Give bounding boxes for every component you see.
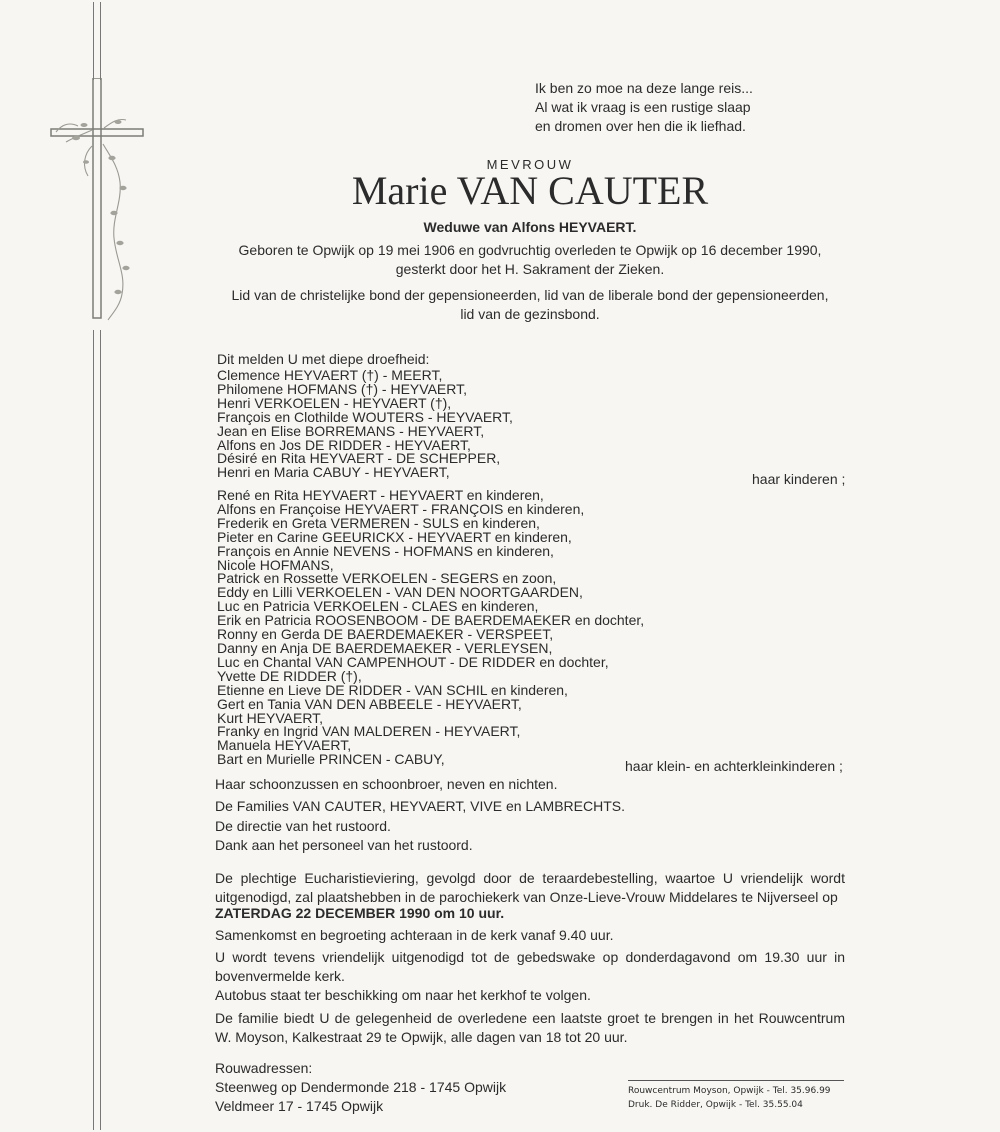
addresses-label: Rouwadressen: (215, 1060, 313, 1076)
list-item: Ronny en Gerda DE BAERDEMAEKER - VERSPEET, (217, 626, 554, 643)
left-border-line-top (93, 2, 101, 80)
list-item: Manuela HEYVAERT, (217, 737, 352, 754)
list-item: Alfons en Jos DE RIDDER - HEYVAERT, (217, 436, 471, 453)
printer-credits (628, 1080, 844, 1112)
widow-of: Weduwe van Alfons HEYVAERT. (423, 219, 637, 235)
list-item: François en Clothilde WOUTERS - HEYVAERT, (217, 408, 513, 425)
list-item: René en Rita HEYVAERT - HEYVAERT en kinderen, (217, 487, 544, 503)
gathering-info: Samenkomst en begroeting achteraan in de kerk vanaf 9.40 uur. (215, 927, 614, 943)
address-line: Veldmeer 17 - 1745 Opwijk (215, 1098, 384, 1114)
title-prefix: MEVROUW (486, 157, 574, 172)
grandchildren-list (217, 489, 644, 767)
membership-line: lid van de gezinsbond. (460, 306, 600, 322)
deceased-name: Marie VAN CAUTER (351, 168, 709, 213)
list-item: Yvette DE RIDDER (†), (217, 667, 362, 684)
mourning-addresses (215, 1059, 506, 1116)
list-item: Franky en Ingrid VAN MALDEREN - HEYVAERT, (217, 723, 521, 740)
list-item: Patrick en Rossette VERKOELEN - SEGERS en zoon, (217, 570, 557, 587)
service-date: ZATERDAG 22 DECEMBER 1990 om 10 uur. (215, 905, 505, 921)
list-item: Erik en Patricia ROOSENBOOM - DE BAERDEMAEKER en dochter, (217, 612, 645, 629)
list-item: Gert en Tania VAN DEN ABBEELE - HEYVAERT, (217, 695, 522, 712)
list-item: Eddy en Lilli VERKOELEN - VAN DEN NOORTGAARDEN, (217, 584, 583, 601)
list-item: Clemence HEYVAERT (†) - MEERT, (217, 367, 443, 383)
list-item: Etienne en Lieve DE RIDDER - VAN SCHIL en kinderen, (217, 681, 568, 698)
membership-line: Lid van de christelijke bond der gepensioneerden, lid van de liberale bond der gepensioneerden, (231, 287, 829, 303)
list-item: Luc en Chantal VAN CAMPENHOUT - DE RIDDER en dochter, (217, 653, 609, 670)
list-item: Alfons en Françoise HEYVAERT - FRANÇOIS en kinderen, (217, 500, 585, 517)
left-border-line-bottom (93, 330, 101, 1130)
list-item: Danny en Anja DE BAERDEMAEKER - VERLEYSEN, (217, 639, 553, 656)
printer-line: Rouwcentrum Moyson, Opwijk - Tel. 35.96.99 (628, 1086, 831, 1096)
rest-home (215, 817, 845, 855)
grandchildren-label: haar klein- en achterkleinkinderen ; (625, 758, 843, 774)
families: De Families VAN CAUTER, HEYVAERT, VIVE en LAMBRECHTS. (215, 798, 625, 814)
children-label: haar kinderen ; (752, 471, 846, 487)
list-item: Philomene HOFMANS (†) - HEYVAERT, (217, 380, 467, 397)
printer-line: Druk. De Ridder, Opwijk - Tel. 35.55.04 (628, 1100, 803, 1110)
children-list (217, 369, 513, 480)
list-item: Nicole HOFMANS, (217, 556, 334, 573)
bus-info: Autobus staat ter beschikking om naar het kerkhof te volgen. (215, 987, 591, 1003)
list-item: Jean en Elise BORREMANS - HEYVAERT, (217, 422, 485, 439)
in-laws: Haar schoonzussen en schoonbroer, neven en nichten. (215, 776, 558, 792)
address-line: Steenweg op Dendermonde 218 - 1745 Opwijk (215, 1079, 507, 1095)
list-item: Pieter en Carine GEEURICKX - HEYVAERT en kinderen, (217, 528, 572, 545)
poem-line: en dromen over hen die ik liefhad. (535, 118, 746, 134)
poem-line: Al wat ik vraag is een rustige slaap (535, 99, 751, 115)
list-item: Luc en Patricia VERKOELEN - CLAES en kinderen, (217, 598, 539, 615)
list-item: Henri VERKOELEN - HEYVAERT (†), (217, 394, 452, 411)
wake-info: U wordt tevens vriendelijk uitgenodigd tot de gebedswake op donderdagavond om 19.30 uur in bovenvermelde kerk. (215, 949, 845, 984)
list-item: Kurt HEYVAERT, (217, 709, 324, 726)
list-item: Désiré en Rita HEYVAERT - DE SCHEPPER, (217, 450, 501, 467)
birth-death-info (0, 241, 1000, 279)
poem-line: Ik ben zo moe na deze lange reis... (535, 80, 753, 96)
rest-home-line: De directie van het rustoord. (215, 818, 391, 834)
memberships (0, 286, 1000, 324)
list-item: Bart en Murielle PRINCEN - CABUY, (217, 751, 445, 768)
viewing-info: De familie biedt U de gelegenheid de overledene een laatste groet te brengen in het Rouwcentrum W. Moyson, Kalkestraat 29 te Opwijk, alle dagen van 18 tot 20 uur. (215, 1010, 845, 1045)
service-text: De plechtige Eucharistieviering, gevolgd door de teraardebestelling, waartoe U vriendelijk wordt uitgenodigd, zal plaatshebben in de parochiekerk van Onze-Lieve-Vrouw Middelares te Nijverseel op (215, 870, 845, 905)
rest-home-line: Dank aan het personeel van het rustoord. (215, 837, 473, 853)
poem (535, 79, 753, 136)
list-item: Frederik en Greta VERMEREN - SULS en kinderen, (217, 514, 540, 531)
list-item: Henri en Maria CABUY - HEYVAERT, (217, 464, 450, 481)
mourners-intro: Dit melden U met diepe droefheid: (217, 351, 430, 367)
list-item: François en Annie NEVENS - HOFMANS en kinderen, (217, 542, 554, 559)
birth-death-line: Geboren te Opwijk op 19 mei 1906 en godvruchtig overleden te Opwijk op 16 december 1990, (238, 242, 822, 258)
birth-death-line: gesterkt door het H. Sakrament der Zieken. (395, 261, 665, 277)
